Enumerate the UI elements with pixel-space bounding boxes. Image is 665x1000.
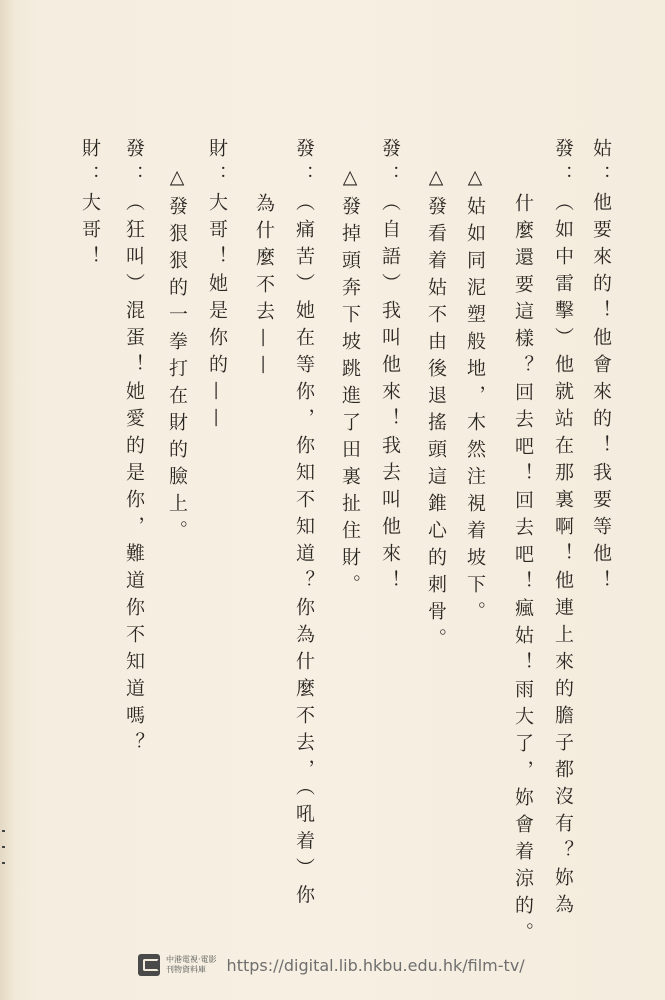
edge-mark <box>2 830 5 832</box>
script-line-8: 發：（痛苦）她在等你，你知不知道？你為什麼不去，（吼着）你 <box>293 138 315 912</box>
binding-shadow <box>0 0 14 1000</box>
edge-mark <box>2 846 5 848</box>
script-line-7: △發掉頭奔下坡跳進了田裏扯住財。 <box>339 166 361 601</box>
script-line-9: 為什麼不去—— <box>253 193 275 382</box>
archive-logo-text <box>166 955 217 975</box>
logo-line-2: 刊物資料庫 <box>166 965 206 974</box>
script-line-10: 財：大哥！她是你的—— <box>206 138 228 435</box>
archive-url-link[interactable]: https://digital.lib.hkbu.edu.hk/film-tv/ <box>226 955 525 975</box>
edge-mark <box>2 862 5 864</box>
script-line-1: 姑：他要來的！他會來的！我要等他！ <box>590 138 612 597</box>
script-line-12: 發：（狂叫）混蛋！她愛的是你，難道你不知道嗎？ <box>123 138 145 759</box>
script-line-4: △姑如同泥塑般地，木然注視着坡下。 <box>464 166 486 628</box>
logo-line-1: 中港電視·電影 <box>166 955 217 964</box>
script-line-6: 發：（自語）我叫他來！我去叫他來！ <box>379 138 401 597</box>
script-line-2: 發：（如中雷擊）他就站在那裏啊！他連上來的膽子都沒有？妳為 <box>552 138 574 921</box>
archive-footer <box>138 950 525 980</box>
script-line-13: 財：大哥！ <box>79 138 101 273</box>
archive-logo-icon <box>138 954 160 976</box>
script-line-5: △發看着姑不由後退搖頭這錐心的刺骨。 <box>425 166 447 655</box>
script-line-3: 什麼還要這樣？回去吧！回去吧！瘋姑！雨大了，妳會着涼的。 <box>512 193 534 949</box>
script-line-11: △發狠狠的一拳打在財的臉上。 <box>166 166 188 547</box>
